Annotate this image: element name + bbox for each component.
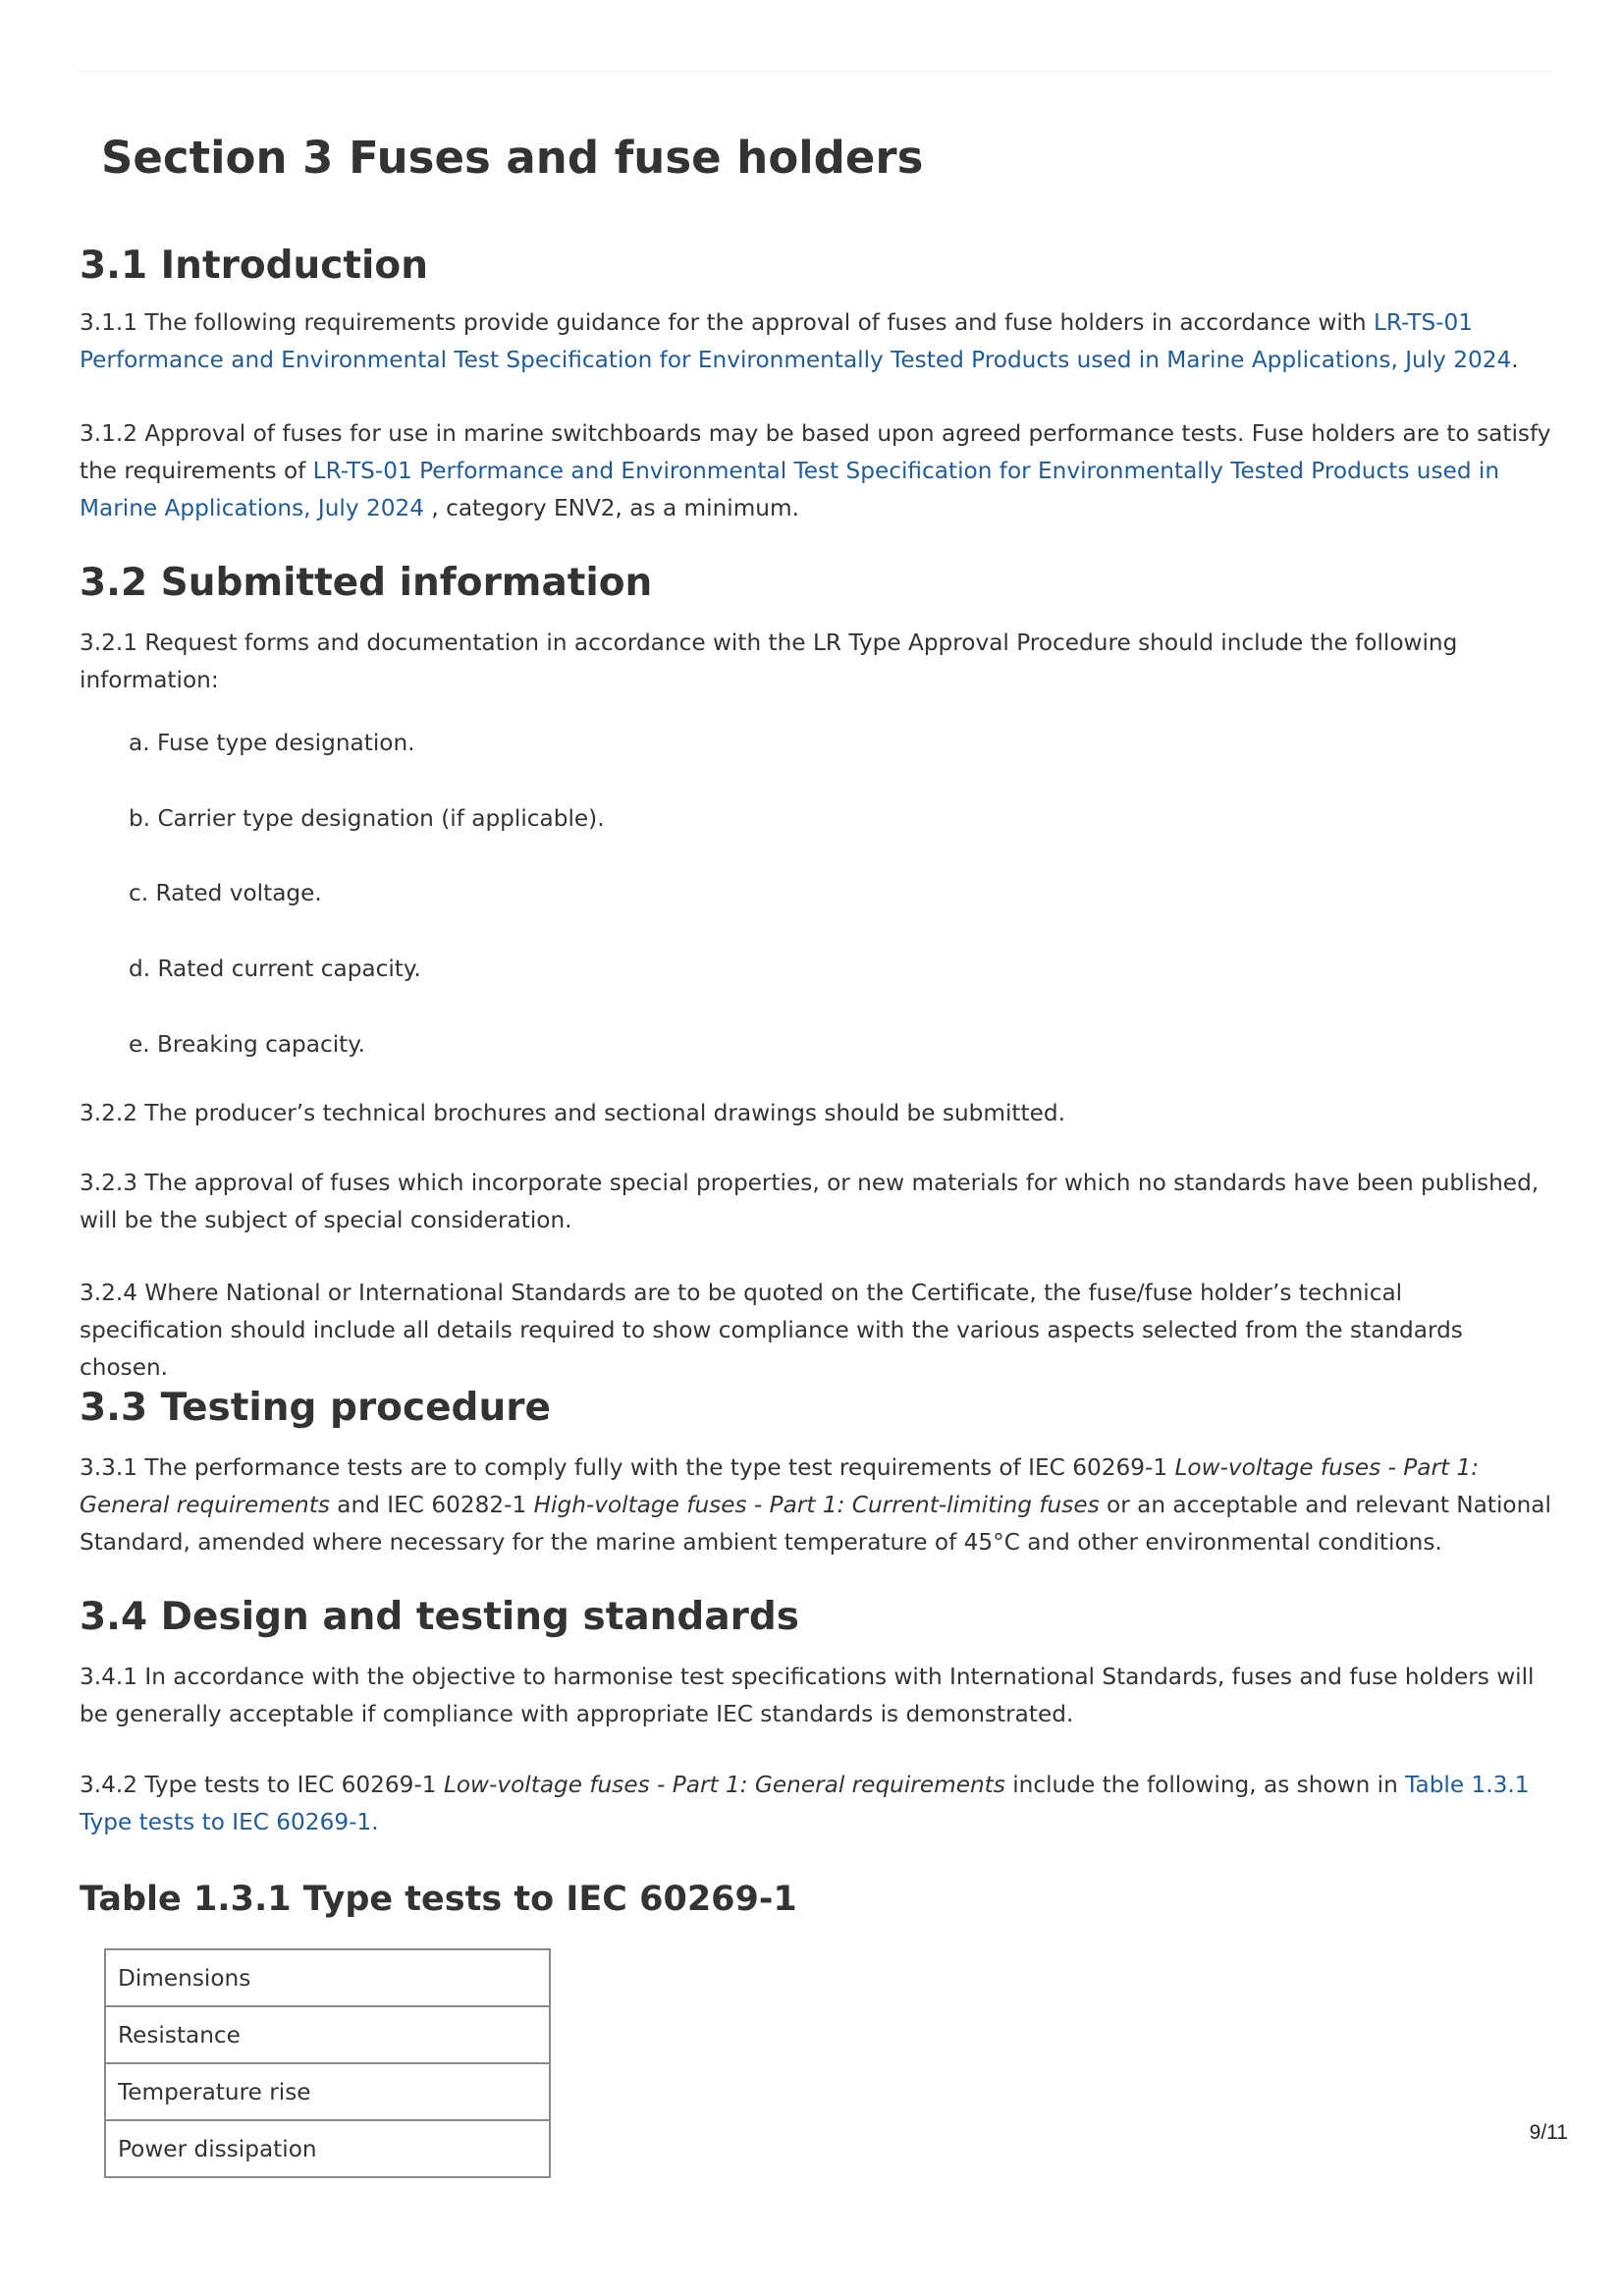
paragraph-3-1-2: 3.1.2 Approval of fuses for use in marine switchboards may be based upon agreed performance tests. Fuse holders are to satisfy the requirements of LR-TS-01 Performance and Environmental Test Specification for Environmentally Tested Products used in Marine Applications, July 2024 , category ENV2, as a minimum. (80, 420, 1551, 521)
top-divider (79, 71, 1551, 73)
list-item: b. Carrier type designation (if applicable). (129, 805, 605, 832)
table-row (105, 2006, 550, 2063)
link-table-1-3-1[interactable]: Table 1.3.1 Type tests to IEC 60269-1. (80, 1772, 1530, 1835)
paragraph-3-4-1: 3.4.1 In accordance with the objective to harmonise test specifications with International Standards, fuses and fuse holders will be generally acceptable if compliance with appropriate IEC standards is demonstrated. (80, 1664, 1535, 1727)
link-lr-ts-01[interactable]: LR-TS-01 Performance and Environmental Test Specification for Environmentally Tested Products used in Marine Applications, July 2024 (80, 309, 1512, 373)
section-title: Section 3 Fuses and fuse holders (101, 132, 924, 184)
table-row (105, 2063, 550, 2120)
paragraph-3-2-2: 3.2.2 The producer’s technical brochures and sectional drawings should be submitted. (80, 1100, 1065, 1126)
table-cell: Power dissipation (105, 2120, 550, 2177)
paragraph-3-2-1: 3.2.1 Request forms and documentation in accordance with the LR Type Approval Procedure should include the following information: (80, 629, 1458, 693)
paragraph-3-4-2: 3.4.2 Type tests to IEC 60269-1 Low-voltage fuses - Part 1: General requirements include the following, as shown in Table 1.3.1 Type tests to IEC 60269-1. (80, 1772, 1530, 1835)
list-item: c. Rated voltage. (129, 880, 322, 906)
type-tests-table (104, 1948, 551, 2178)
table-row (105, 2120, 550, 2177)
heading-3-1: 3.1 Introduction (80, 244, 428, 288)
heading-3-2: 3.2 Submitted information (80, 561, 653, 605)
paragraph-3-2-3: 3.2.3 The approval of fuses which incorporate special properties, or new materials for which no standards have been published, will be the subject of special consideration. (80, 1170, 1540, 1233)
page-number: 9/11 (1529, 2121, 1568, 2144)
table-cell: Resistance (105, 2006, 550, 2063)
paragraph-3-3-1: 3.3.1 The performance tests are to comply fully with the type test requirements of IEC 60269-1 Low-voltage fuses - Part 1: General requirements and IEC 60282-1 High-voltage fuses - Part 1: Current-limiting fuses or an acceptable and relevant National Standard, amended where necessary for the marine ambient temperature of 45°C and other environmental conditions. (80, 1454, 1551, 1556)
list-item: a. Fuse type designation. (129, 730, 415, 756)
list-item: e. Breaking capacity. (129, 1031, 366, 1058)
table-cell: Dimensions (105, 1949, 550, 2006)
table-title: Table 1.3.1 Type tests to IEC 60269-1 (80, 1880, 797, 1919)
paragraph-3-2-4: 3.2.4 Where National or International Standards are to be quoted on the Certificate, the fuse/fuse holder’s technical specification should include all details required to show compliance with the various aspects selected from the standards chosen. (80, 1280, 1463, 1381)
table-cell: Temperature rise (105, 2063, 550, 2120)
heading-3-3: 3.3 Testing procedure (80, 1386, 551, 1430)
list-item: d. Rated current capacity. (129, 956, 421, 982)
heading-3-4: 3.4 Design and testing standards (80, 1595, 800, 1639)
paragraph-3-1-1: 3.1.1 The following requirements provide guidance for the approval of fuses and fuse holders in accordance with LR-TS-01 Performance and Environmental Test Specification for Environmentally Tested Products used in Marine Applications, July 2024. (80, 309, 1519, 373)
table-row (105, 1949, 550, 2006)
link-lr-ts-01[interactable]: LR-TS-01 Performance and Environmental Test Specification for Environmentally Tested Products used in Marine Applications, July 2024 (80, 458, 1500, 521)
